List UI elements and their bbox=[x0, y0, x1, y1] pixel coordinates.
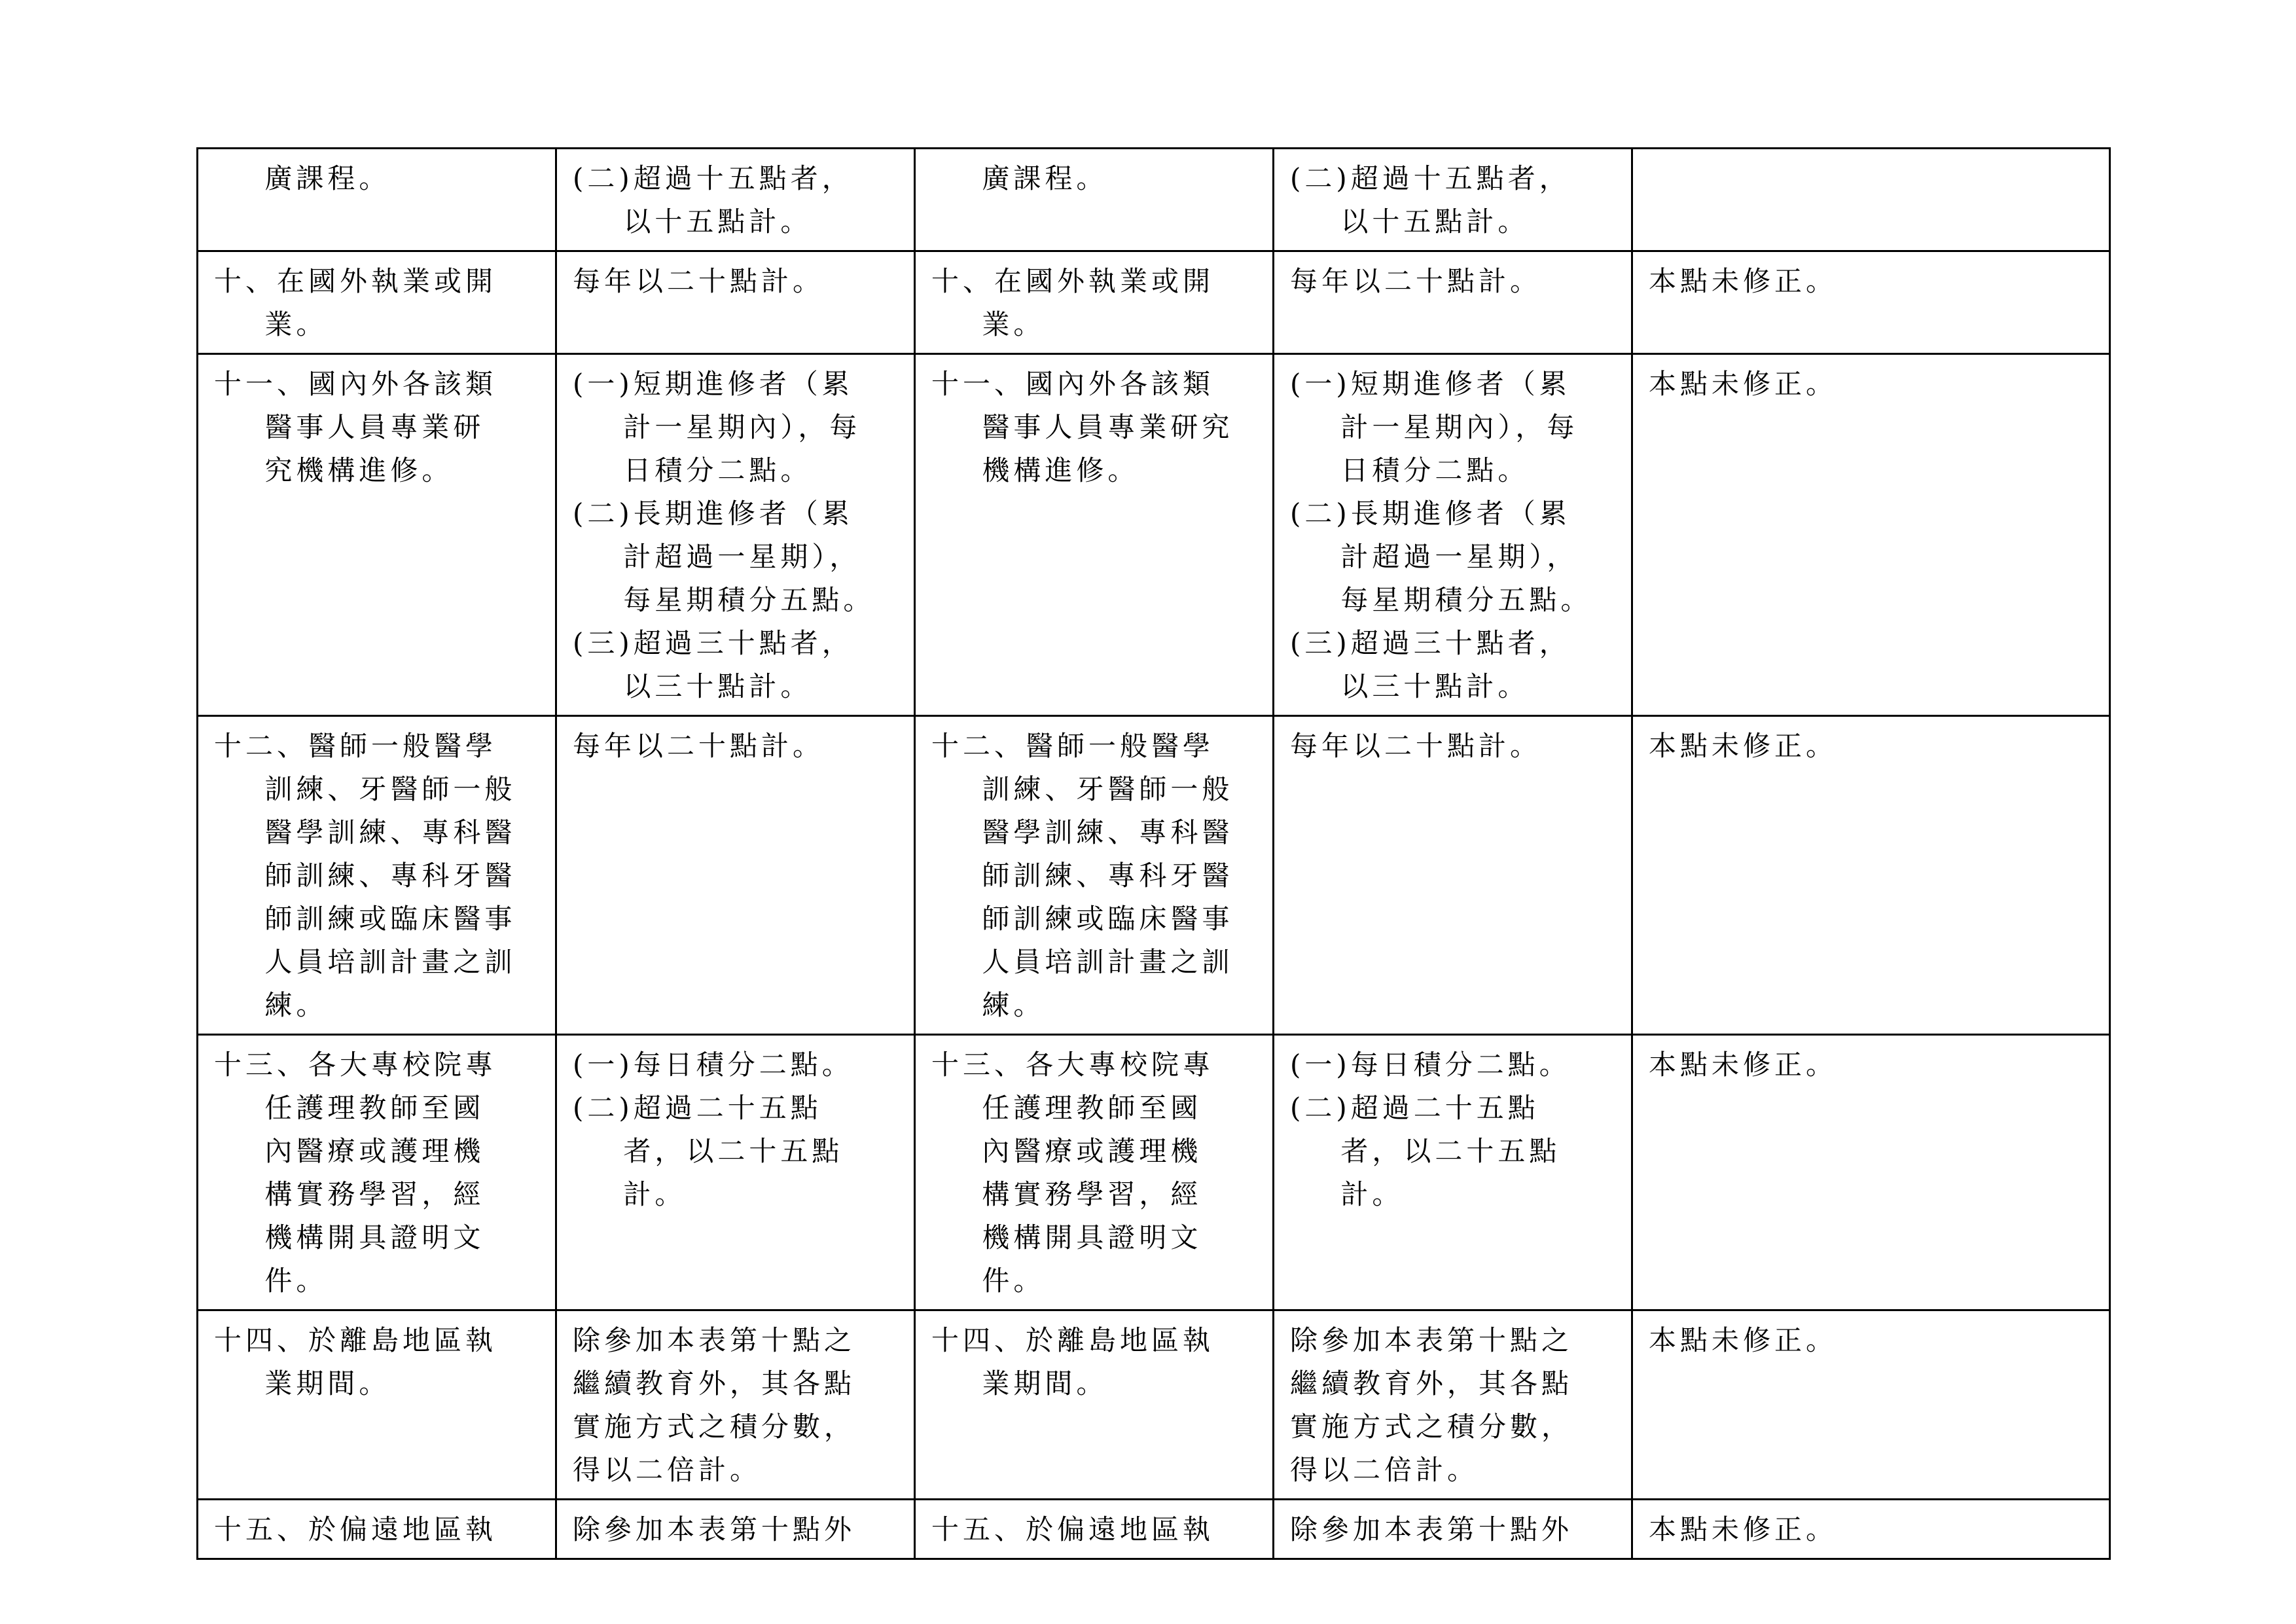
cell-text bbox=[1290, 725, 1615, 768]
cell-line: 究機構進修。 bbox=[214, 454, 454, 486]
cell-text bbox=[1290, 260, 1615, 303]
cell-line: 計。 bbox=[573, 1178, 687, 1210]
cell-line: 日積分二點。 bbox=[573, 454, 812, 486]
cell-text bbox=[1649, 1043, 2093, 1087]
cell-line: 廣課程。 bbox=[214, 162, 391, 194]
cell-line: 每年以二十點計。 bbox=[573, 265, 825, 297]
cell-line: (二)長期進修者（累 bbox=[573, 497, 853, 530]
cell-line: 醫學訓練、專科醫 bbox=[931, 816, 1234, 848]
cell-text bbox=[573, 157, 898, 244]
cell-text bbox=[573, 1319, 898, 1492]
cell-current-credit bbox=[1274, 354, 1632, 716]
cell-line: 構實務學習，經 bbox=[931, 1178, 1202, 1210]
cell-text bbox=[214, 725, 539, 1027]
cell-line: 師訓練、專科牙醫 bbox=[214, 859, 516, 892]
cell-line: (二)超過二十五點 bbox=[573, 1092, 822, 1124]
cell-amended-item bbox=[198, 1035, 556, 1310]
cell-line: 得以二倍計。 bbox=[1290, 1454, 1479, 1486]
table-row bbox=[198, 1310, 2110, 1500]
cell-explanation bbox=[1632, 149, 2110, 251]
cell-text bbox=[1649, 1508, 2093, 1551]
cell-line: (一)每日積分二點。 bbox=[573, 1049, 853, 1081]
cell-line: (三)超過三十點者， bbox=[1290, 627, 1571, 659]
cell-line: 實施方式之積分數， bbox=[573, 1411, 856, 1443]
table-row bbox=[198, 149, 2110, 251]
cell-line: 本點未修正。 bbox=[1649, 1513, 1838, 1545]
cell-line: 件。 bbox=[214, 1265, 328, 1297]
cell-line: 業期間。 bbox=[931, 1367, 1108, 1399]
cell-line: 十三、各大專校院專 bbox=[214, 1049, 497, 1081]
cell-text bbox=[1290, 1508, 1615, 1551]
cell-line: 每年以二十點計。 bbox=[1290, 730, 1542, 762]
cell-line: 師訓練、專科牙醫 bbox=[931, 859, 1234, 892]
cell-line: 十三、各大專校院專 bbox=[931, 1049, 1215, 1081]
cell-explanation bbox=[1632, 1500, 2110, 1559]
cell-amended-item bbox=[198, 354, 556, 716]
cell-line: 醫事人員專業研究 bbox=[931, 411, 1234, 443]
cell-current-credit bbox=[1274, 1310, 1632, 1500]
cell-line: (二)長期進修者（累 bbox=[1290, 497, 1571, 530]
cell-line: 除參加本表第十點之 bbox=[1290, 1324, 1573, 1356]
cell-current-item bbox=[915, 1035, 1274, 1310]
cell-line: 每年以二十點計。 bbox=[573, 730, 825, 762]
cell-line: 構實務學習，經 bbox=[214, 1178, 485, 1210]
cell-amended-item bbox=[198, 716, 556, 1035]
cell-text bbox=[214, 1043, 539, 1303]
cell-text bbox=[214, 1319, 539, 1405]
cell-text bbox=[1290, 1319, 1615, 1492]
cell-text bbox=[214, 1508, 539, 1551]
cell-text bbox=[931, 260, 1257, 346]
cell-line: 任護理教師至國 bbox=[931, 1092, 1202, 1124]
cell-text bbox=[214, 363, 539, 492]
cell-line: 計一星期內），每 bbox=[573, 411, 861, 443]
cell-text bbox=[931, 1508, 1257, 1551]
cell-current-credit bbox=[1274, 1500, 1632, 1559]
cell-line: 計一星期內），每 bbox=[1290, 411, 1579, 443]
cell-line: 十五、於偏遠地區執 bbox=[931, 1513, 1215, 1545]
cell-text bbox=[931, 1043, 1257, 1303]
cell-line: 本點未修正。 bbox=[1649, 730, 1838, 762]
cell-current-credit bbox=[1274, 251, 1632, 354]
cell-text bbox=[573, 725, 898, 768]
cell-amended-credit bbox=[556, 1500, 915, 1559]
cell-line: 以三十點計。 bbox=[573, 670, 812, 702]
cell-line: 本點未修正。 bbox=[1649, 1049, 1838, 1081]
cell-line: 練。 bbox=[214, 989, 328, 1021]
cell-text bbox=[931, 157, 1257, 200]
cell-line: 本點未修正。 bbox=[1649, 1324, 1838, 1356]
cell-line: 訓練、牙醫師一般 bbox=[931, 773, 1234, 805]
cell-line: (二)超過二十五點 bbox=[1290, 1092, 1539, 1124]
cell-line: 機構進修。 bbox=[931, 454, 1139, 486]
cell-line: 十一、國內外各該類 bbox=[214, 368, 497, 400]
cell-line: 計超過一星期）， bbox=[1290, 541, 1579, 573]
cell-line: 以三十點計。 bbox=[1290, 670, 1530, 702]
cell-line: 者，以二十五點 bbox=[573, 1135, 844, 1167]
cell-line: 廣課程。 bbox=[931, 162, 1108, 194]
cell-line: (一)短期進修者（累 bbox=[1290, 368, 1571, 400]
cell-current-credit bbox=[1274, 716, 1632, 1035]
table-body bbox=[198, 149, 2110, 1559]
cell-line: 十四、於離島地區執 bbox=[931, 1324, 1215, 1356]
cell-line: 以十五點計。 bbox=[573, 206, 812, 238]
cell-line: 除參加本表第十點外 bbox=[1290, 1513, 1573, 1545]
cell-text bbox=[1649, 1319, 2093, 1362]
cell-amended-item bbox=[198, 251, 556, 354]
cell-text bbox=[931, 363, 1257, 492]
cell-text bbox=[1649, 260, 2093, 303]
cell-line: 十一、國內外各該類 bbox=[931, 368, 1215, 400]
cell-line: 本點未修正。 bbox=[1649, 368, 1838, 400]
cell-line: 人員培訓計畫之訓 bbox=[214, 946, 516, 978]
cell-text bbox=[1290, 363, 1615, 708]
comparison-table bbox=[196, 147, 2111, 1560]
cell-line: 除參加本表第十點外 bbox=[573, 1513, 856, 1545]
cell-line: 醫事人員專業研 bbox=[214, 411, 485, 443]
cell-amended-credit bbox=[556, 1035, 915, 1310]
cell-current-item bbox=[915, 251, 1274, 354]
cell-explanation bbox=[1632, 716, 2110, 1035]
cell-current-credit bbox=[1274, 1035, 1632, 1310]
cell-line: 十五、於偏遠地區執 bbox=[214, 1513, 497, 1545]
cell-text bbox=[1290, 1043, 1615, 1216]
cell-line: 十、在國外執業或開 bbox=[214, 265, 497, 297]
cell-line: 每星期積分五點。 bbox=[573, 584, 875, 616]
cell-text bbox=[931, 725, 1257, 1027]
cell-line: (二)超過十五點者， bbox=[573, 162, 853, 194]
cell-current-item bbox=[915, 1500, 1274, 1559]
cell-explanation bbox=[1632, 354, 2110, 716]
cell-line: 人員培訓計畫之訓 bbox=[931, 946, 1234, 978]
cell-line: 除參加本表第十點之 bbox=[573, 1324, 856, 1356]
cell-line: 任護理教師至國 bbox=[214, 1092, 485, 1124]
cell-line: 實施方式之積分數， bbox=[1290, 1411, 1573, 1443]
cell-line: (一)短期進修者（累 bbox=[573, 368, 853, 400]
cell-line: (一)每日積分二點。 bbox=[1290, 1049, 1571, 1081]
cell-text bbox=[573, 1508, 898, 1551]
cell-amended-credit bbox=[556, 716, 915, 1035]
cell-line: 業。 bbox=[214, 308, 328, 340]
cell-line: 十二、醫師一般醫學 bbox=[214, 730, 497, 762]
cell-text bbox=[573, 260, 898, 303]
cell-explanation bbox=[1632, 1035, 2110, 1310]
cell-line: 者，以二十五點 bbox=[1290, 1135, 1561, 1167]
cell-line: 日積分二點。 bbox=[1290, 454, 1530, 486]
cell-text bbox=[214, 157, 539, 200]
cell-line: 計。 bbox=[1290, 1178, 1404, 1210]
cell-line: 繼續教育外，其各點 bbox=[573, 1367, 856, 1399]
cell-text bbox=[1649, 363, 2093, 406]
cell-amended-credit bbox=[556, 149, 915, 251]
table-row bbox=[198, 251, 2110, 354]
cell-text bbox=[1649, 725, 2093, 768]
cell-line: 本點未修正。 bbox=[1649, 265, 1838, 297]
cell-line: 件。 bbox=[931, 1265, 1045, 1297]
cell-line: 計超過一星期）， bbox=[573, 541, 861, 573]
cell-line: 十、在國外執業或開 bbox=[931, 265, 1215, 297]
cell-line: (三)超過三十點者， bbox=[573, 627, 853, 659]
cell-line: 得以二倍計。 bbox=[573, 1454, 762, 1486]
table-row bbox=[198, 1035, 2110, 1310]
cell-text bbox=[573, 1043, 898, 1216]
cell-explanation bbox=[1632, 1310, 2110, 1500]
cell-line: 機構開具證明文 bbox=[931, 1221, 1202, 1254]
cell-line: 每星期積分五點。 bbox=[1290, 584, 1592, 616]
cell-text bbox=[1290, 157, 1615, 244]
cell-text bbox=[931, 1319, 1257, 1405]
cell-line: 訓練、牙醫師一般 bbox=[214, 773, 516, 805]
cell-amended-item bbox=[198, 149, 556, 251]
cell-line: 練。 bbox=[931, 989, 1045, 1021]
cell-line: 師訓練或臨床醫事 bbox=[931, 903, 1234, 935]
cell-line: 內醫療或護理機 bbox=[931, 1135, 1202, 1167]
cell-text bbox=[214, 260, 539, 346]
cell-line: (二)超過十五點者， bbox=[1290, 162, 1571, 194]
table-row bbox=[198, 354, 2110, 716]
cell-amended-item bbox=[198, 1310, 556, 1500]
cell-line: 內醫療或護理機 bbox=[214, 1135, 485, 1167]
cell-line: 繼續教育外，其各點 bbox=[1290, 1367, 1573, 1399]
cell-amended-credit bbox=[556, 251, 915, 354]
cell-current-item bbox=[915, 149, 1274, 251]
table-row bbox=[198, 1500, 2110, 1559]
cell-line: 醫學訓練、專科醫 bbox=[214, 816, 516, 848]
cell-line: 以十五點計。 bbox=[1290, 206, 1530, 238]
cell-text bbox=[573, 363, 898, 708]
cell-explanation bbox=[1632, 251, 2110, 354]
cell-line: 每年以二十點計。 bbox=[1290, 265, 1542, 297]
cell-current-item bbox=[915, 354, 1274, 716]
cell-amended-credit bbox=[556, 354, 915, 716]
cell-current-credit bbox=[1274, 149, 1632, 251]
cell-line: 十四、於離島地區執 bbox=[214, 1324, 497, 1356]
cell-amended-item bbox=[198, 1500, 556, 1559]
cell-current-item bbox=[915, 716, 1274, 1035]
cell-line: 師訓練或臨床醫事 bbox=[214, 903, 516, 935]
cell-amended-credit bbox=[556, 1310, 915, 1500]
cell-line: 十二、醫師一般醫學 bbox=[931, 730, 1215, 762]
cell-current-item bbox=[915, 1310, 1274, 1500]
table-row bbox=[198, 716, 2110, 1035]
cell-line: 機構開具證明文 bbox=[214, 1221, 485, 1254]
cell-line: 業。 bbox=[931, 308, 1045, 340]
cell-line: 業期間。 bbox=[214, 1367, 391, 1399]
